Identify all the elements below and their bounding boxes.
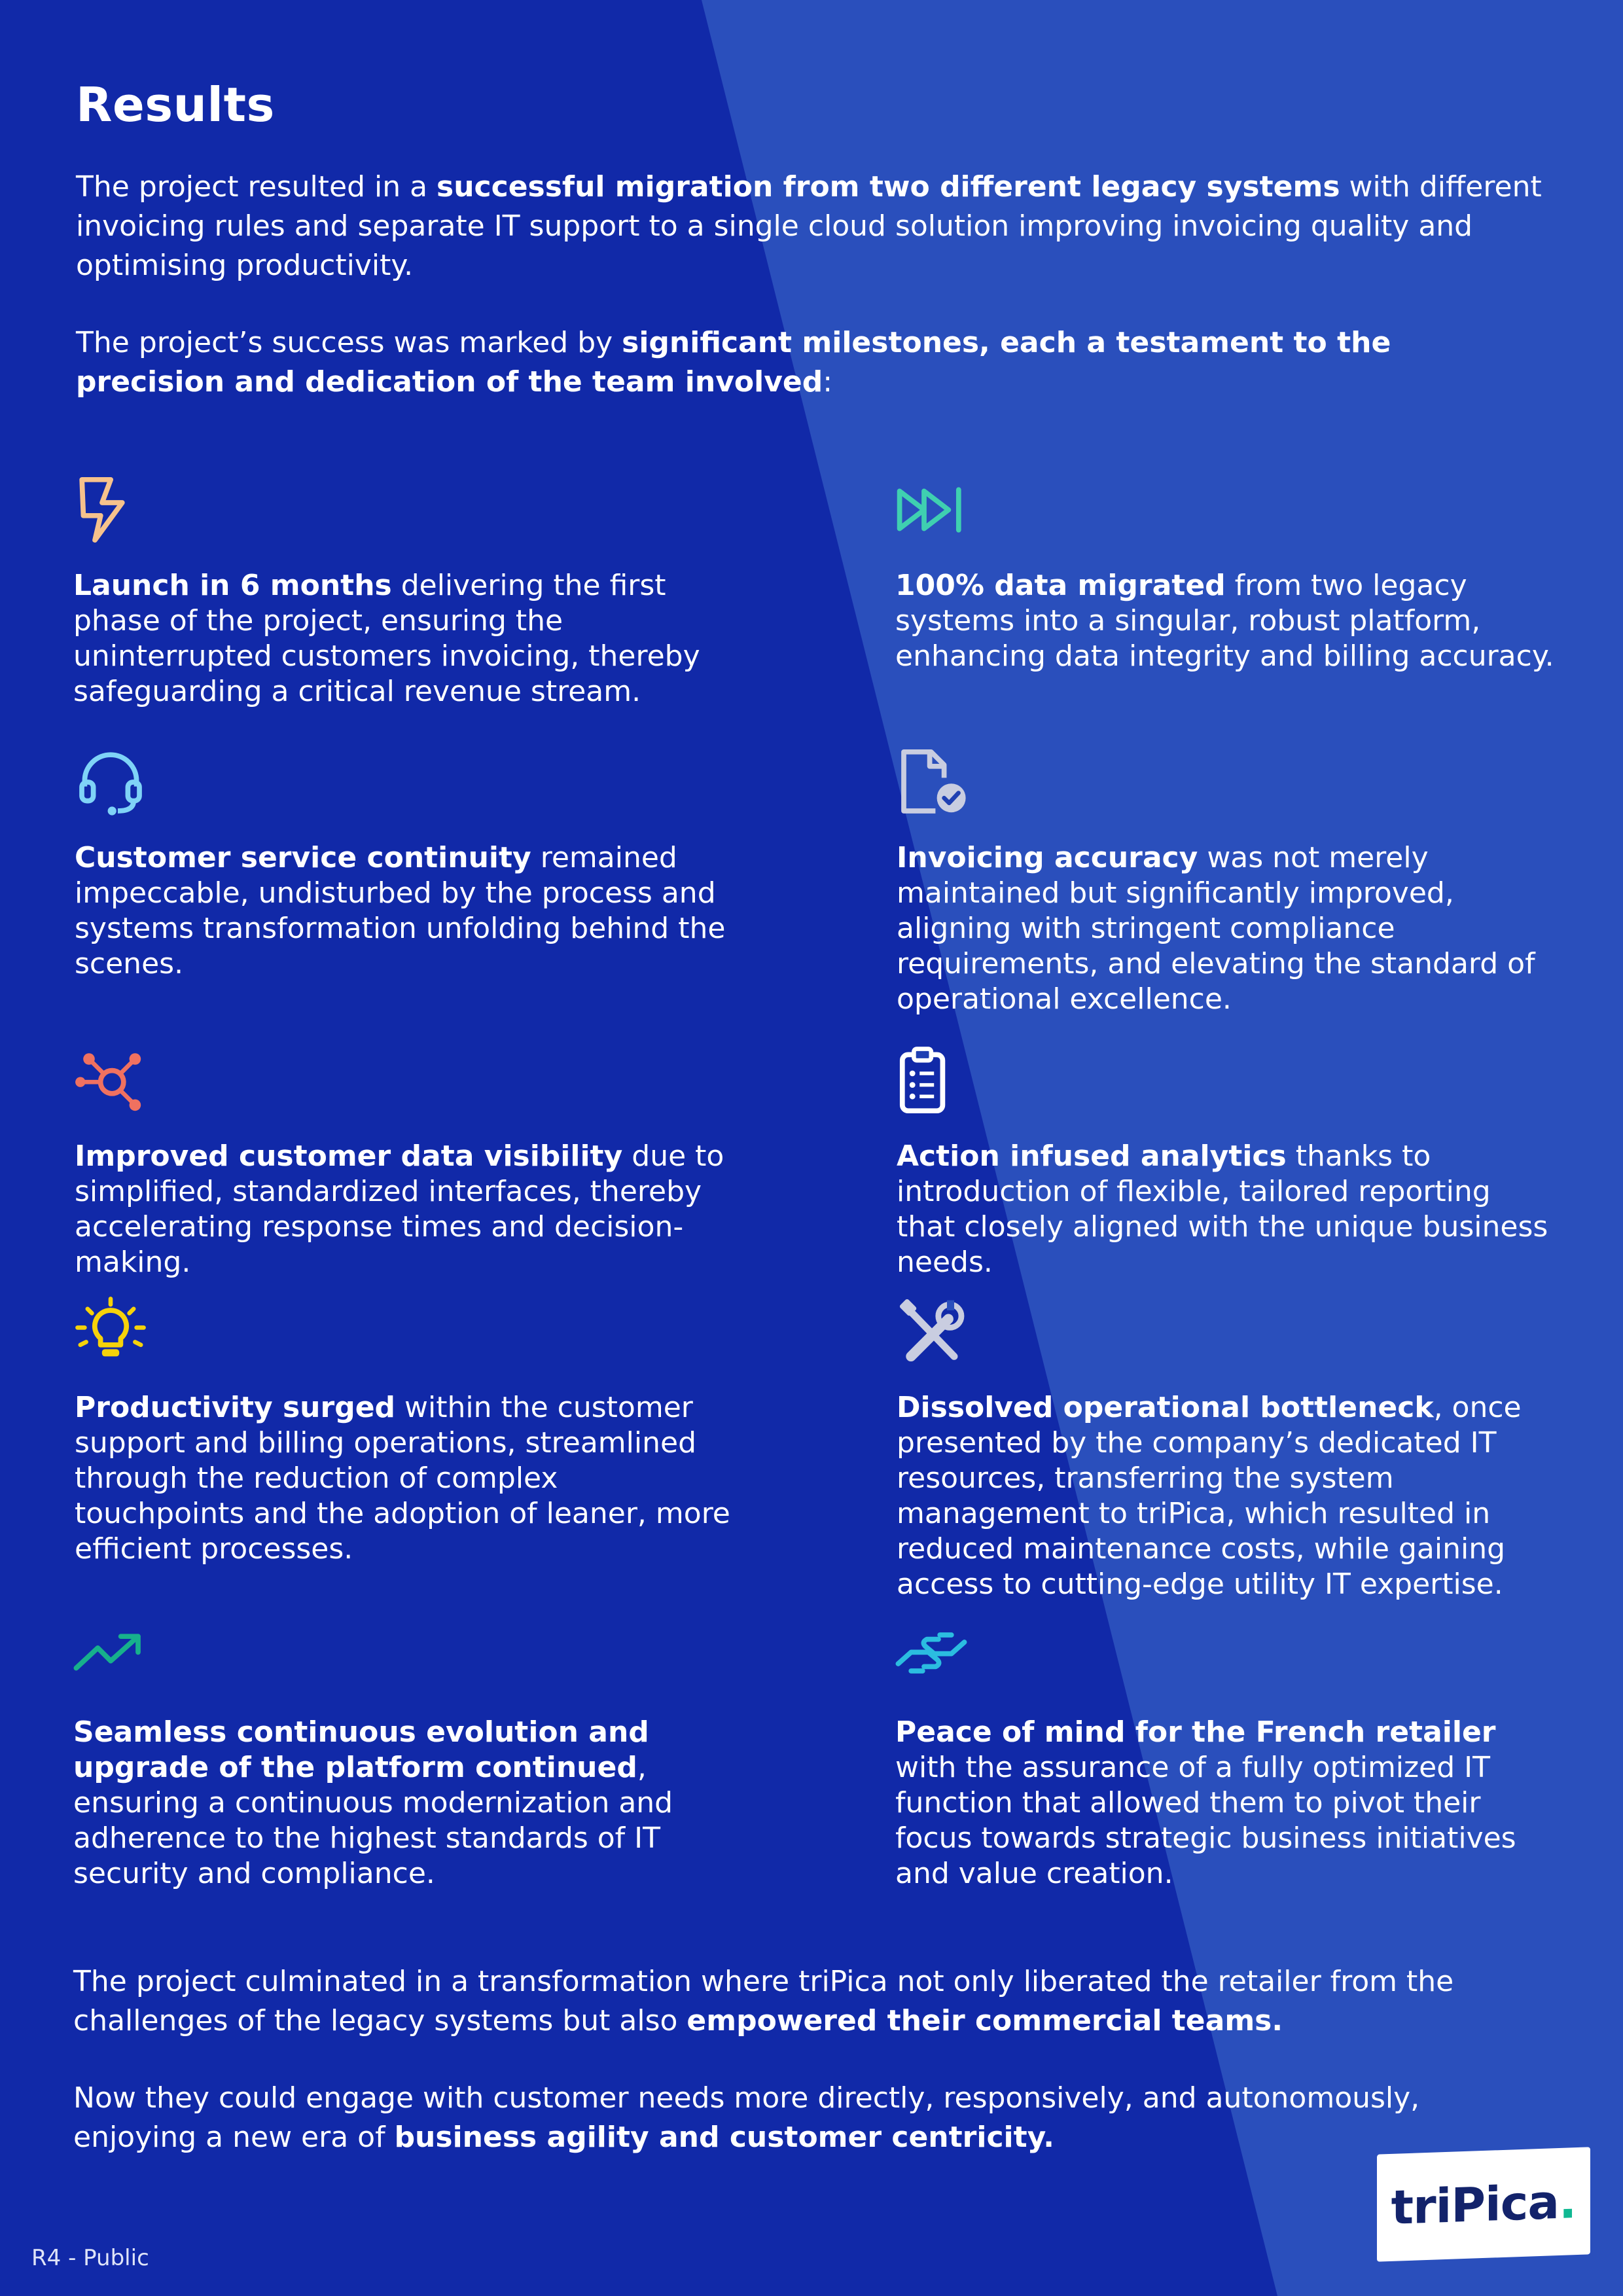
intro-1-text: The project resulted in a xyxy=(76,170,437,204)
milestone-bold: Launch in 6 months xyxy=(73,569,392,602)
intro-2-text: The project’s success was marked by xyxy=(76,326,622,359)
milestone-text xyxy=(75,1390,736,1567)
milestone-rest: , once presented by the company’s dedicated IT resources, transferring the system management to triPica, which resulted in reduced maintenance costs, while gaining access to cutting-edge utility IT expertise. xyxy=(897,1391,1522,1601)
milestone-rest: due to simplified, standardized interfaces, thereby accelerating response times and decision-making. xyxy=(75,1139,724,1279)
intro-2-text-end: : xyxy=(823,365,833,399)
tools-icon xyxy=(897,1296,969,1368)
milestone-launch xyxy=(73,474,734,709)
milestone-invoicing-accuracy xyxy=(897,746,1558,1017)
milestone-text xyxy=(73,568,734,709)
intro-paragraph-1 xyxy=(76,168,1542,285)
logo-wordmark xyxy=(1391,2174,1577,2235)
headset-icon xyxy=(75,746,147,818)
milestone-rest: was not merely maintained but significantly improved, aligning with stringent compliance requirements, and elevating the standard of operational excellence. xyxy=(897,841,1535,1016)
milestone-bold: Seamless continuous evolution and upgrade of the platform continued xyxy=(73,1715,649,1784)
milestone-text xyxy=(897,1390,1558,1602)
milestone-bold: Improved customer data visibility xyxy=(75,1139,623,1173)
milestone-bold: Peace of mind for the French retailer xyxy=(895,1715,1496,1749)
milestone-data-migrated xyxy=(895,474,1556,674)
classification-label: R4 - Public xyxy=(31,2245,149,2271)
milestone-bold: Productivity surged xyxy=(75,1391,396,1424)
outro-1-text: The project culminated in a transformation where triPica not only liberated the retailer from the challenges of the legacy systems but also xyxy=(73,1965,1454,2037)
outro-1-bold: empowered their commercial teams. xyxy=(687,2004,1283,2037)
milestone-bold: 100% data migrated xyxy=(895,569,1226,602)
milestone-rest: from two legacy systems into a singular, robust platform, enhancing data integrity and billing accuracy. xyxy=(895,569,1554,673)
outro-paragraph-1 xyxy=(73,1962,1539,2041)
milestone-text xyxy=(73,1715,734,1892)
logo-text: triPica xyxy=(1391,2174,1559,2235)
milestone-data-visibility xyxy=(75,1045,736,1280)
milestone-text xyxy=(75,1139,736,1280)
milestone-rest: within the customer support and billing operations, streamlined through the reduction of complex touchpoints and the adoption of leaner, more efficient processes. xyxy=(75,1391,730,1566)
milestone-bold: Dissolved operational bottleneck xyxy=(897,1391,1434,1424)
milestone-rest: with the assurance of a fully optimized IT function that allowed them to pivot their focus towards strategic business initiatives and value creation. xyxy=(895,1751,1516,1890)
milestone-customer-service xyxy=(75,746,736,982)
milestone-bold: Invoicing accuracy xyxy=(897,841,1198,874)
milestone-peace-of-mind xyxy=(895,1621,1556,1892)
lightbulb-icon xyxy=(75,1296,147,1368)
milestone-rest: delivering the first phase of the project, ensuring the uninterrupted customers invoicing, thereby safeguarding a critical revenue stream. xyxy=(73,569,700,708)
network-hub-icon xyxy=(75,1045,147,1117)
outro-paragraph-2 xyxy=(73,2079,1539,2157)
outro-2-bold: business agility and customer centricity. xyxy=(394,2121,1054,2154)
milestone-rest: remained impeccable, undisturbed by the process and systems transformation unfolding behind the scenes. xyxy=(75,841,726,980)
milestone-text xyxy=(75,840,736,982)
intro-2-bold: significant milestones, each a testament to the precision and dedication of the team involved xyxy=(76,326,1391,399)
page-title: Results xyxy=(76,77,275,132)
handshake-icon xyxy=(895,1621,967,1693)
outro-2-text: Now they could engage with customer needs more directly, responsively, and autonomously, enjoying a new era of xyxy=(73,2081,1420,2154)
lightning-icon xyxy=(73,474,145,546)
intro-paragraph-2 xyxy=(76,323,1542,402)
document-check-icon xyxy=(897,746,969,818)
clipboard-list-icon xyxy=(897,1045,969,1117)
milestone-analytics xyxy=(897,1045,1558,1280)
milestone-text xyxy=(897,840,1558,1017)
milestone-bold: Action infused analytics xyxy=(897,1139,1287,1173)
milestone-bottleneck xyxy=(897,1296,1558,1602)
intro-1-text-end: with different invoicing rules and separate IT support to a single cloud solution improving invoicing quality and optimising productivity. xyxy=(76,170,1542,282)
milestone-text xyxy=(897,1139,1558,1280)
tripica-logo xyxy=(1377,2147,1590,2261)
milestone-bold: Customer service continuity xyxy=(75,841,531,874)
milestone-rest: thanks to introduction of flexible, tailored reporting that closely aligned with the unique business needs. xyxy=(897,1139,1548,1279)
milestone-text xyxy=(895,568,1556,674)
trending-up-icon xyxy=(73,1621,145,1693)
milestone-text xyxy=(895,1715,1556,1892)
logo-dot: . xyxy=(1558,2174,1577,2229)
fast-forward-icon xyxy=(895,474,967,546)
milestone-evolution xyxy=(73,1621,734,1892)
milestone-productivity xyxy=(75,1296,736,1567)
intro-1-bold: successful migration from two different legacy systems xyxy=(437,170,1340,204)
milestone-rest: , ensuring a continuous modernization and adherence to the highest standards of IT security and compliance. xyxy=(73,1751,673,1890)
